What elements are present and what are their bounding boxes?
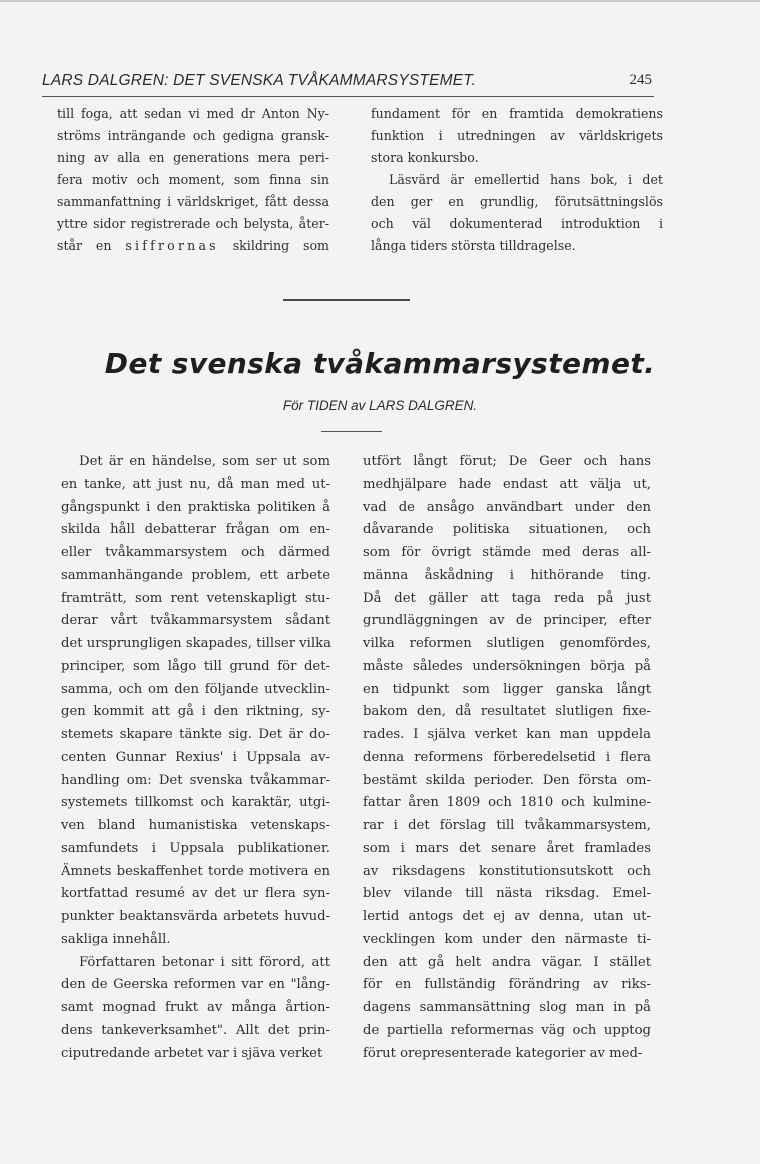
text-line: ven bland humanistiska vetenskaps- bbox=[61, 818, 330, 833]
text-line-spaced: står en siffrornas skildring som bbox=[57, 238, 329, 253]
text-line: samt mognad frukt av många årtion- bbox=[61, 1000, 330, 1015]
text-line: fera motiv och moment, som finna sin bbox=[57, 172, 329, 187]
title-divider bbox=[321, 431, 382, 432]
text-line: handling om: Det svenska tvåkammar- bbox=[61, 772, 330, 788]
article-left-column bbox=[61, 451, 330, 1065]
text-line: förut orepresenterade kategorier av med- bbox=[363, 1045, 643, 1061]
text-line: derar vårt tvåkammarsystem sådant bbox=[61, 613, 330, 629]
text-line: stemets skapare tänkte sig. Det är do- bbox=[61, 727, 330, 742]
text-line: ciputredande arbetet var i sjäva verket bbox=[61, 1045, 323, 1061]
text-line: måste således undersökningen börja på bbox=[363, 658, 651, 674]
text-line: stora konkursbo. bbox=[371, 150, 479, 165]
text-line: för en fullständig förändring av riks- bbox=[363, 977, 651, 993]
text-line: dagens sammansättning slog man in på bbox=[363, 1000, 651, 1015]
text-line: ströms inträngande och gedigna gransk- bbox=[57, 128, 329, 143]
text-line: ning av alla en generations mera peri- bbox=[57, 150, 329, 165]
text-line: samma, och om den följande utvecklin- bbox=[61, 681, 330, 697]
text-line: rar i det förslag till tvåkammarsystem, bbox=[363, 818, 651, 833]
text-line: det ursprungligen skapades, tillser vilka bbox=[61, 636, 331, 651]
text-line: den de Geerska reformen var en "lång- bbox=[61, 977, 330, 993]
previous-article-right-column bbox=[371, 103, 663, 257]
text-line: långa tiders största tilldragelse. bbox=[371, 238, 576, 253]
text-line: gen kommit att gå i den riktning, sy- bbox=[61, 704, 330, 720]
section-divider bbox=[283, 299, 410, 301]
running-head bbox=[42, 72, 654, 97]
text-line: av riksdagens konstitutionsutskott och bbox=[363, 863, 651, 879]
text-line: medhjälpare hade endast att välja ut, bbox=[363, 476, 651, 492]
text-line: Författaren betonar i sitt förord, att bbox=[79, 954, 330, 970]
page-top-edge bbox=[0, 0, 760, 2]
text-line: som i mars det senare året framlades bbox=[363, 840, 651, 856]
text-line: vecklingen kom under den närmaste ti- bbox=[363, 931, 651, 947]
text-line: funktion i utredningen av världskrigets bbox=[371, 128, 663, 143]
running-head-title: LARS DALGREN: DET SVENSKA TVÅKAMMARSYSTEMET. bbox=[42, 72, 477, 89]
text-line: bakom den, då resultatet slutligen fixe- bbox=[363, 704, 651, 720]
text-line: dåvarande politiska situationen, och bbox=[363, 522, 651, 538]
previous-article-left-column bbox=[57, 103, 329, 257]
text-line: vad de ansågo användbart under den bbox=[363, 499, 651, 515]
text-line: blev vilande till nästa riksdag. Emel- bbox=[363, 886, 651, 902]
text-line: skilda håll debatterar frågan om en- bbox=[61, 522, 330, 538]
text-line: dens tankeverksamhet". Allt det prin- bbox=[61, 1022, 330, 1038]
text-line: denna reformens förberedelsetid i flera bbox=[363, 749, 651, 765]
text-line: centen Gunnar Rexius' i Uppsala av- bbox=[61, 749, 330, 765]
article-right-column bbox=[363, 451, 651, 1065]
text-line: punkter beaktansvärda arbetets huvud- bbox=[61, 909, 330, 924]
text-line: gångspunkt i den praktiska politiken å bbox=[61, 499, 330, 515]
text-line: lertid antogs det ej av denna, utan ut- bbox=[363, 909, 651, 924]
text-line: systemets tillkomst och karaktär, utgi- bbox=[61, 795, 330, 811]
text-line: Då det gäller att taga reda på just bbox=[363, 590, 651, 606]
text-line: bestämt skilda perioder. Den första om- bbox=[363, 772, 651, 788]
text-line: den ger en grundlig, förutsättningslös bbox=[371, 194, 663, 209]
text-line: fundament för en framtida demokratiens bbox=[371, 106, 663, 121]
text-line: samfundets i Uppsala publikationer. bbox=[61, 840, 330, 856]
text-line: Ämnets beskaffenhet torde motivera en bbox=[61, 863, 330, 879]
text-line: grundläggningen av de principer, efter bbox=[363, 613, 651, 629]
article-byline: För TIDEN av LARS DALGREN. bbox=[282, 398, 478, 413]
text-line: principer, som lågo till grund för det- bbox=[61, 658, 330, 674]
text-line: Läsvärd är emellertid hans bok, i det bbox=[389, 172, 663, 187]
text-line: Det är en händelse, som ser ut som bbox=[79, 454, 330, 469]
text-line: eller tvåkammarsystem och därmed bbox=[61, 545, 330, 560]
text-line: kortfattad resumé av det ur flera syn- bbox=[61, 886, 330, 902]
text-line: de partiella reformernas väg och upptog bbox=[363, 1022, 651, 1038]
text-line: fattar åren 1809 och 1810 och kulmine- bbox=[363, 795, 651, 811]
article-title: Det svenska tvåkammarsystemet. bbox=[104, 347, 656, 380]
text-line: sammanhängande problem, ett arbete bbox=[61, 567, 330, 583]
text-line: till foga, att sedan vi med dr Anton Ny- bbox=[57, 106, 329, 121]
text-line: framträtt, som rent vetenskapligt stu- bbox=[61, 590, 330, 606]
text-line: vilka reformen slutligen genomfördes, bbox=[363, 636, 651, 651]
text-line: och väl dokumenterad introduktion i bbox=[371, 216, 663, 231]
text-line: rades. I själva verket kan man uppdela bbox=[363, 727, 651, 742]
text-line: utfört långt förut; De Geer och hans bbox=[363, 454, 651, 469]
emphasized-word: siffrornas bbox=[125, 238, 219, 253]
text-line: sakliga innehåll. bbox=[61, 931, 171, 947]
text-line: en tidpunkt som ligger ganska långt bbox=[363, 681, 651, 697]
page-number: 245 bbox=[629, 72, 652, 88]
text-line: yttre sidor registrerade och belysta, åter- bbox=[57, 216, 329, 231]
text-line: en tanke, att just nu, då man med ut- bbox=[61, 476, 330, 492]
text-line: den att gå helt andra vägar. I stället bbox=[363, 954, 651, 970]
text-line: sammanfattning i världskriget, fått dessa bbox=[57, 194, 329, 209]
text-line: männa åskådning i hithörande ting. bbox=[363, 567, 651, 583]
text-line: som för övrigt stämde med deras all- bbox=[363, 545, 651, 560]
